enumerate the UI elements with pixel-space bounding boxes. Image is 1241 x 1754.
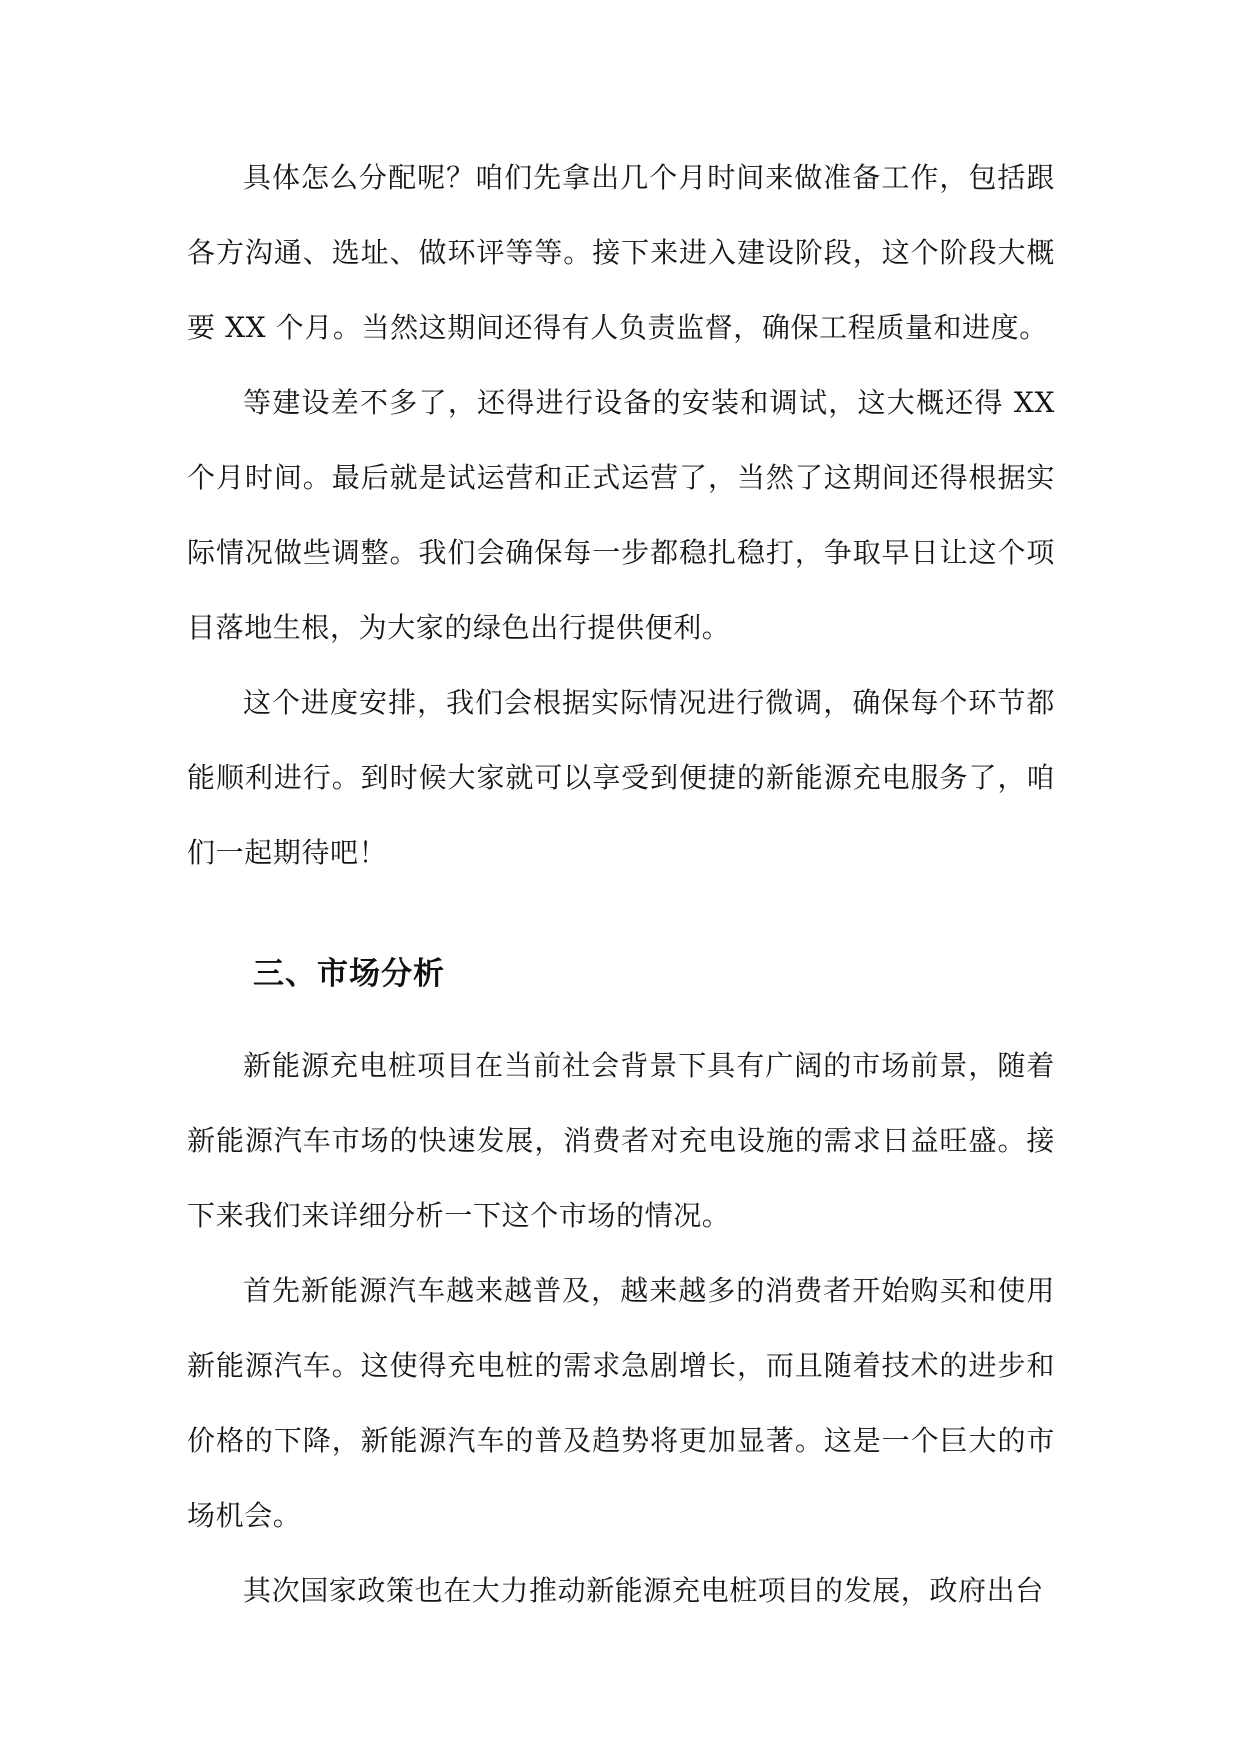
paragraph-schedule-allocation: 具体怎么分配呢？咱们先拿出几个月时间来做准备工作，包括跟各方沟通、选址、做环评等等。接下来进入建设阶段，这个阶段大概要 XX 个月。当然这期间还得有人负责监督，确保工程质量和进度。: [187, 161, 1055, 344]
paragraph-installation-operation: 等建设差不多了，还得进行设备的安装和调试，这大概还得 XX 个月时间。最后就是试运营和正式运营了，当然了这期间还得根据实际情况做些调整。我们会确保每一步都稳扎稳打，争取早日让这个项目落地生根，为大家的绿色出行提供便利。: [187, 386, 1055, 644]
section-heading-market-analysis: 三、市场分析: [253, 956, 445, 992]
paragraph-schedule-adjustment: 这个进度安排，我们会根据实际情况进行微调，确保每个环节都能顺利进行。到时候大家就可以享受到便捷的新能源充电服务了，咱们一起期待吧！: [187, 686, 1055, 869]
paragraph-market-outlook: 新能源充电桩项目在当前社会背景下具有广阔的市场前景，随着新能源汽车市场的快速发展，消费者对充电设施的需求日益旺盛。接下来我们来详细分析一下这个市场的情况。: [187, 1049, 1055, 1232]
document-body: [187, 140, 1055, 1628]
paragraph-ev-popularity: 首先新能源汽车越来越普及，越来越多的消费者开始购买和使用新能源汽车。这使得充电桩的需求急剧增长，而且随着技术的进步和价格的下降，新能源汽车的普及趋势将更加显著。这是一个巨大的市场机会。: [187, 1274, 1055, 1532]
paragraph-policy-support: 其次国家政策也在大力推动新能源充电桩项目的发展，政府出台: [243, 1574, 1044, 1607]
